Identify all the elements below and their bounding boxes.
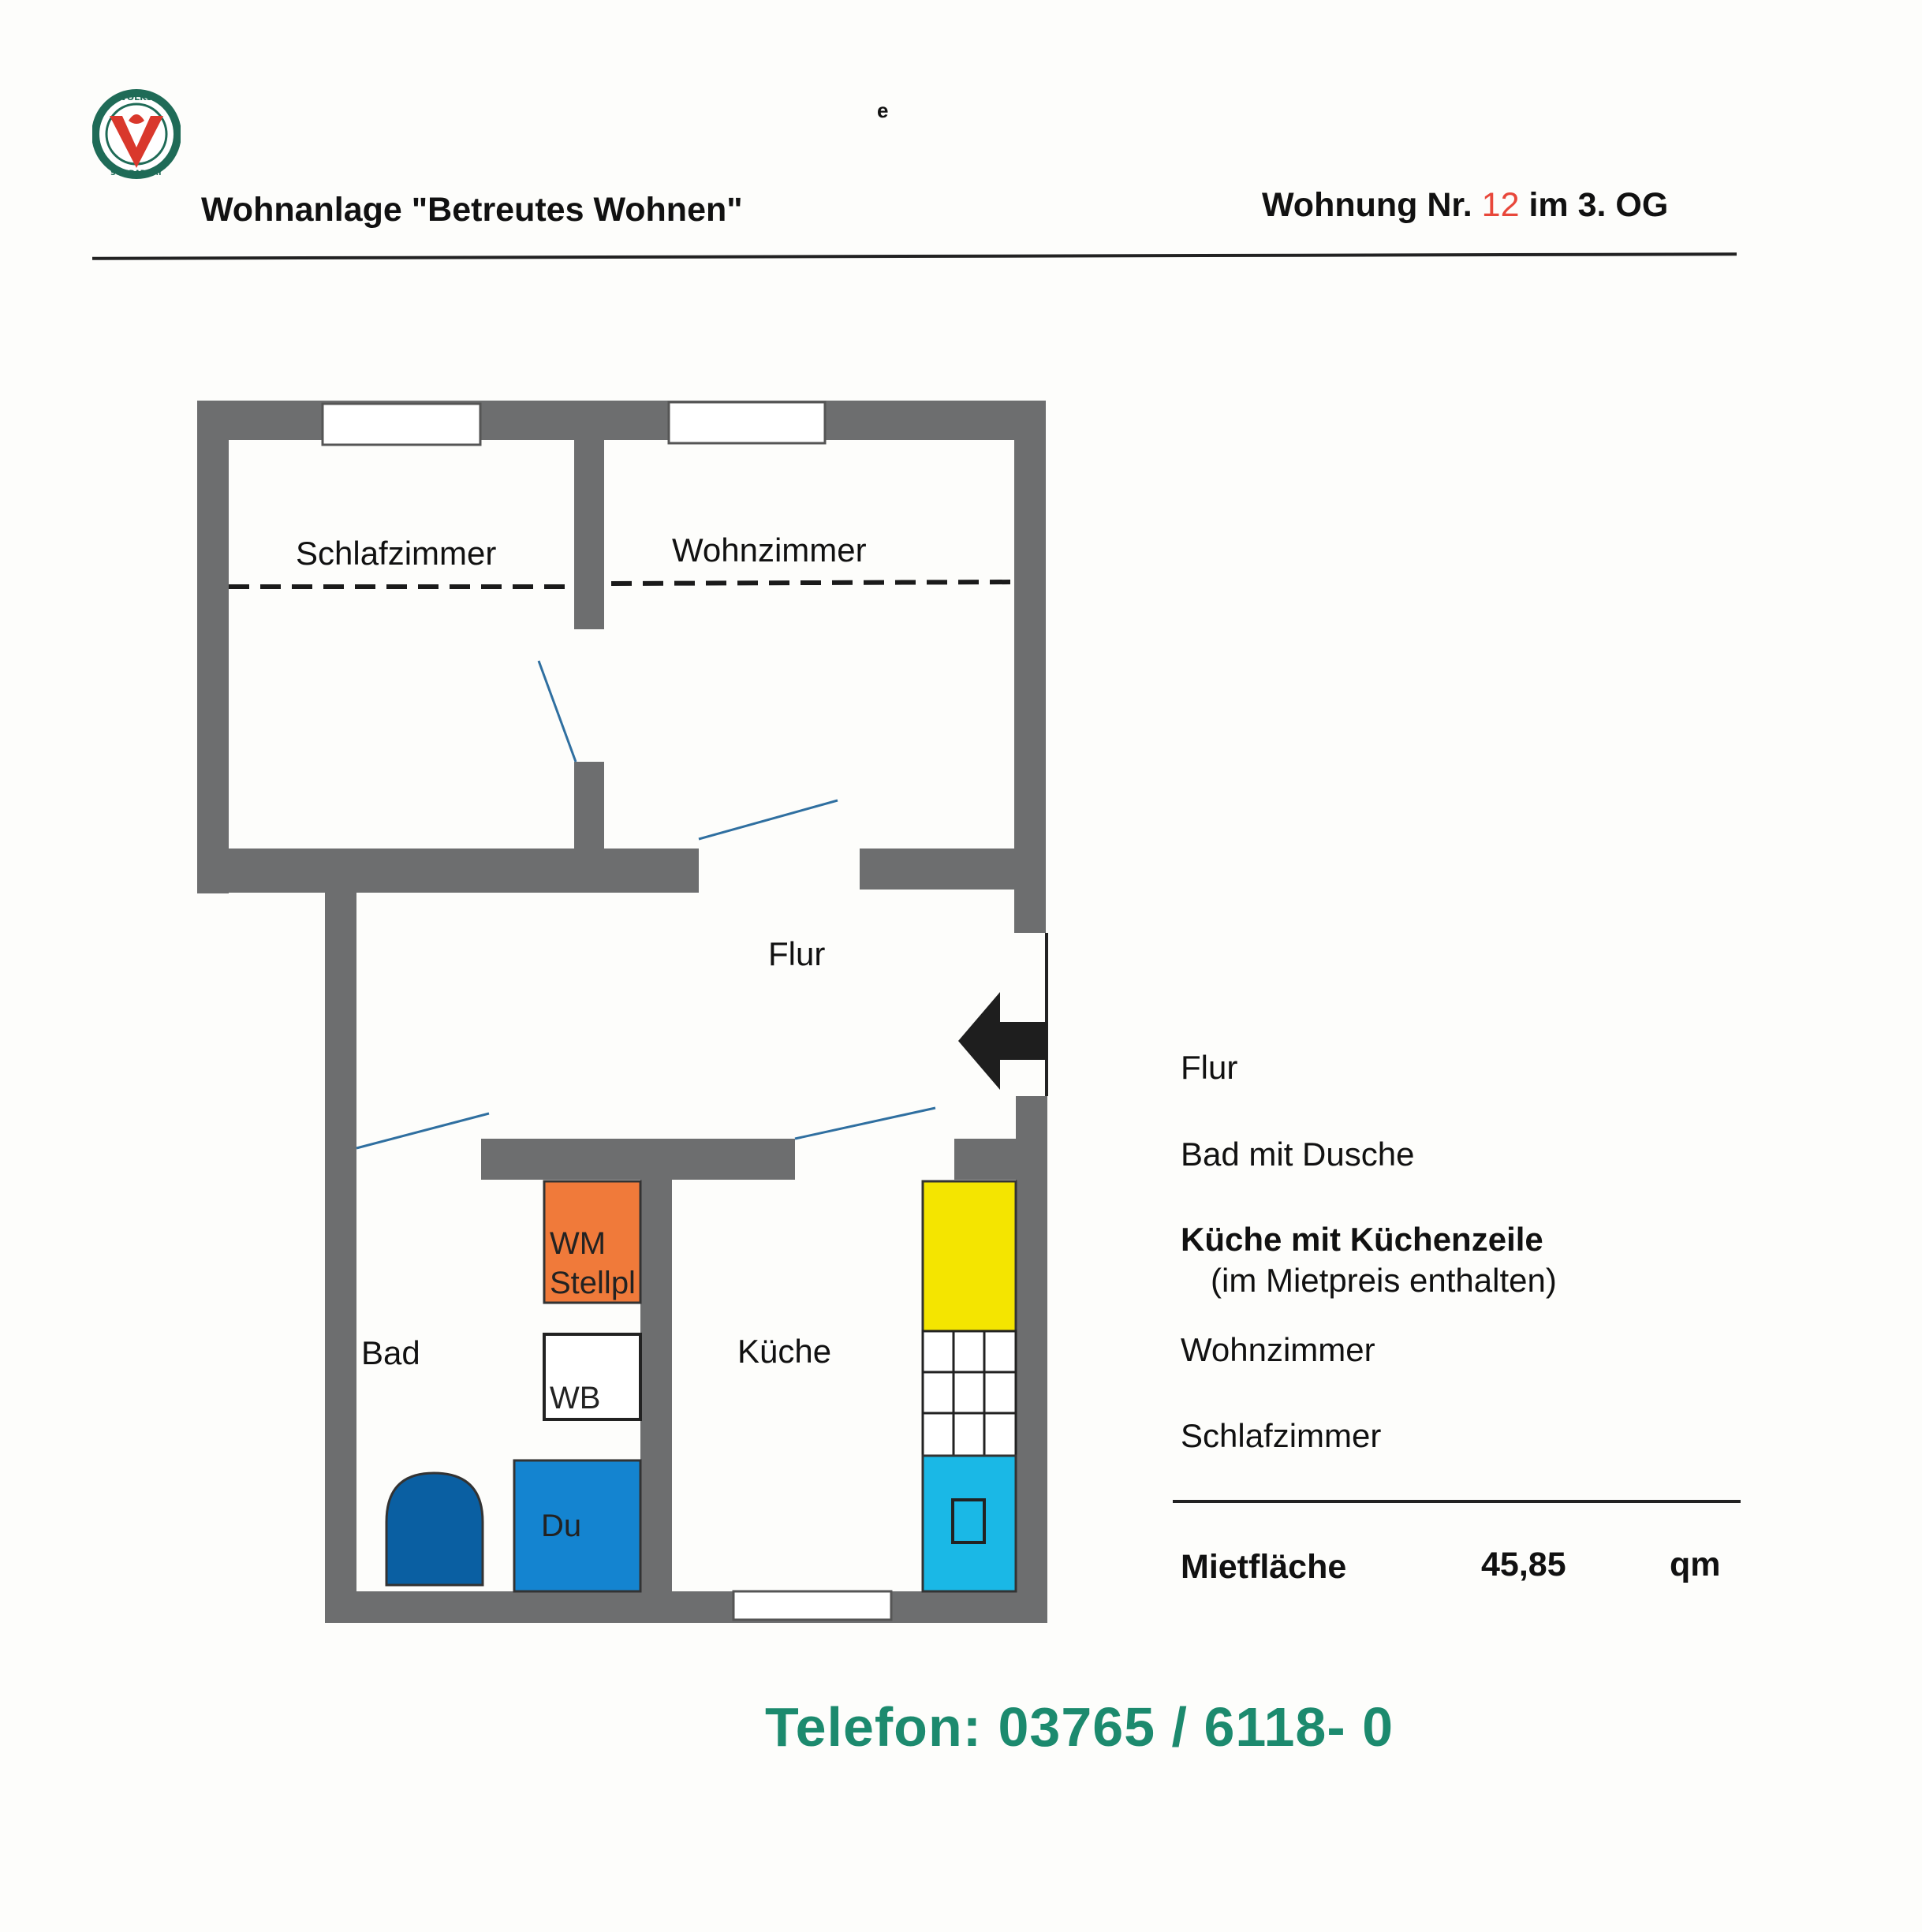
apartment-prefix: Wohnung Nr. [1262, 186, 1472, 224]
fixture-label-du: Du [541, 1509, 582, 1543]
wall-bottom [325, 1591, 1047, 1623]
logo-text-bottom: SOLIDARITÄT [110, 170, 162, 177]
legend-item-kueche: Küche mit Küchenzeile [1181, 1221, 1543, 1258]
window-living [669, 402, 825, 443]
legend-item-wohnzimmer: Wohnzimmer [1181, 1331, 1375, 1368]
fixture-label-wb: WB [550, 1381, 601, 1415]
logo-text-top: VOLKS [120, 92, 153, 103]
door-bath [356, 1113, 489, 1148]
room-label-wohnzimmer: Wohnzimmer [672, 531, 867, 569]
room-label-kueche: Küche [737, 1333, 832, 1370]
room-label-bad: Bad [361, 1334, 420, 1371]
contact-phone: Telefon: 03765 / 6118- 0 [765, 1696, 1394, 1758]
room-label-schlafzimmer: Schlafzimmer [296, 535, 497, 572]
apartment-suffix: im 3. OG [1528, 186, 1669, 224]
stove-grid [923, 1331, 1016, 1456]
door-bedroom [539, 661, 576, 762]
fridge [923, 1181, 1016, 1331]
toilet [386, 1473, 483, 1585]
wall-bedrooms-bottom-left [197, 849, 699, 893]
door-kitchen [795, 1108, 935, 1139]
fixture-label-wm: WM [550, 1226, 606, 1261]
room-label-flur: Flur [768, 935, 826, 972]
ceiling-slope-line-right [611, 582, 1014, 584]
page-title: Wohnanlage "Betreutes Wohnen" [201, 191, 743, 229]
wall-bath-kitchen [640, 1180, 672, 1598]
entrance-opening [1014, 933, 1049, 1096]
door-swings [356, 661, 935, 1148]
window-bedroom [323, 404, 480, 445]
legend-kitchen-note: (im Mietpreis enthalten) [1211, 1262, 1557, 1299]
wall-left-upper [197, 401, 229, 893]
wall-hall-bath [481, 1139, 795, 1180]
apartment-number: 12 [1481, 186, 1520, 224]
kitchen-sink [923, 1456, 1016, 1591]
wall-hall-kitchen [954, 1139, 1047, 1180]
legend-item-flur: Flur [1181, 1049, 1238, 1086]
wall-bedroom-divider-top [574, 440, 604, 629]
stray-mark: e [877, 99, 889, 122]
legend-divider [1173, 1500, 1741, 1503]
window-kitchen [733, 1591, 891, 1620]
area-unit: qm [1670, 1546, 1721, 1583]
wall-bedroom-divider-bottom [574, 762, 604, 850]
area-label: Mietfläche [1181, 1548, 1347, 1586]
door-living [699, 800, 838, 839]
fixture-label-stellplatz: Stellpl [550, 1266, 636, 1300]
legend-item-bad: Bad mit Dusche [1181, 1136, 1415, 1173]
area-value: 45,85 [1481, 1546, 1566, 1583]
wall-bedrooms-bottom-right [860, 849, 1046, 890]
wall-left-lower [325, 890, 356, 1623]
legend-item-schlafzimmer: Schlafzimmer [1181, 1417, 1382, 1454]
